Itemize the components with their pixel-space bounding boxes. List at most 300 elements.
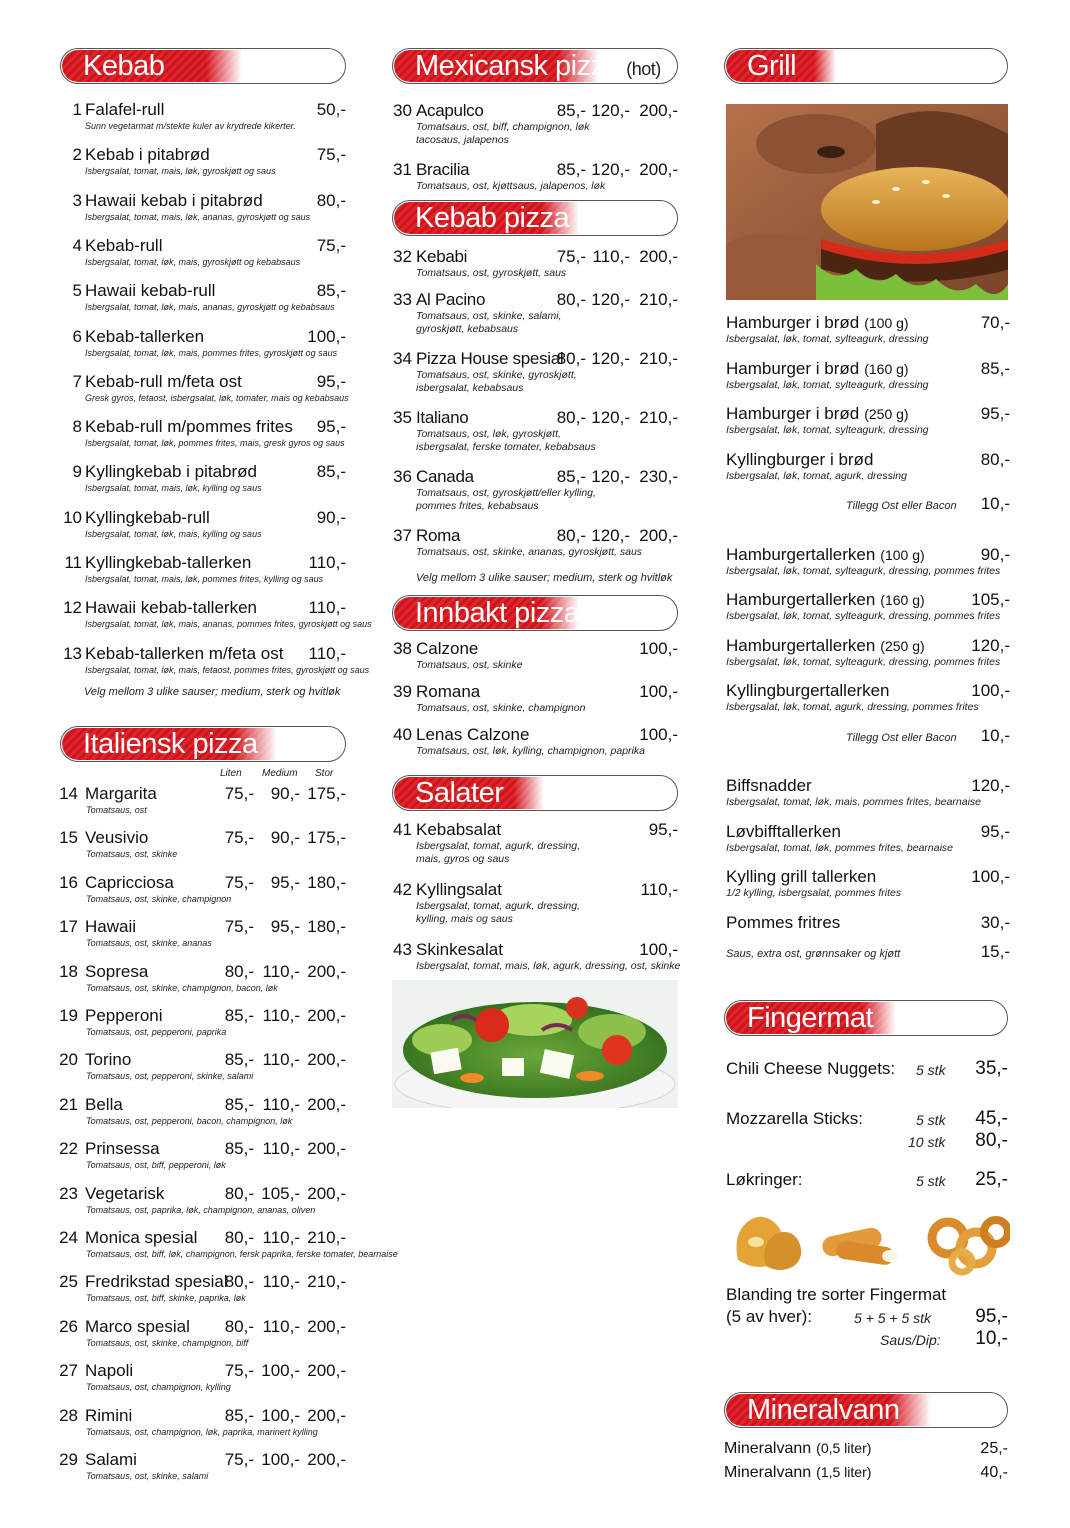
- item-description: Isbergsalat, tomat, mais, løk, ananas, gyroskjøtt og saus: [85, 211, 311, 222]
- price-liten: 75,-: [224, 872, 254, 892]
- item-description: Tomatsaus, ost, champignon, kylling: [86, 1382, 231, 1393]
- item-number: 29: [59, 1450, 78, 1469]
- item-description: Isbergsalat, tomat, løk, mais, kylling og saus: [85, 528, 262, 539]
- item-price: 85,-: [316, 281, 346, 301]
- price-stor: 200,-: [307, 1094, 346, 1114]
- price-liten: 75,-: [224, 784, 254, 803]
- item-description: Tomatsaus, ost, gyroskjøtt, saus: [416, 267, 567, 279]
- item-description-2: gyroskjøtt, kebabsaus: [416, 323, 519, 335]
- item-number: 28: [59, 1405, 78, 1425]
- burger-image: [726, 104, 1008, 300]
- item-description-2: mais, gyros og saus: [416, 853, 510, 865]
- item-size: (100 g): [880, 547, 925, 563]
- price-stor: 200,-: [639, 160, 678, 179]
- item-price: 95,-: [980, 404, 1010, 423]
- item-name: Al Pacino: [416, 290, 486, 309]
- item-description: Isbergsalat, tomat, agurk, dressing,: [416, 840, 580, 852]
- item-description-2: kylling, mais og saus: [416, 913, 513, 925]
- item-number: 18: [59, 961, 78, 981]
- item-name: Kebab-tallerken m/feta ost: [85, 643, 284, 663]
- item-number: 12: [63, 598, 82, 618]
- item-price: 30,-: [980, 913, 1010, 932]
- mozzarella-price-2: 80,-: [975, 1130, 1008, 1151]
- item-description: Isbergsalat, tomat, mais, løk, agurk, dressing, ost, skinke: [416, 960, 681, 972]
- item-number: 2: [72, 145, 82, 165]
- fingermat-header: [724, 1000, 1008, 1036]
- price-medium: 110,-: [262, 1272, 300, 1292]
- mozzarella-qty-2: 10 stk: [908, 1134, 946, 1150]
- item-name: Hamburgertallerken: [726, 545, 876, 564]
- item-size: (250 g): [864, 406, 909, 422]
- item-name: Kyllingkebab i pitabrød: [85, 462, 257, 482]
- item-name: Hawaii kebab i pitabrød: [85, 190, 263, 210]
- item-name: Hawaii kebab-rull: [85, 281, 216, 301]
- item-number: 5: [72, 281, 82, 301]
- price-stor: 210,-: [307, 1228, 346, 1247]
- price-medium: 110,-: [262, 1050, 300, 1070]
- kebabpizza-sauce-note: Velg mellom 3 ulike sauser; medium, sterk og hvitløk: [416, 572, 673, 584]
- item-description: Tomatsaus, ost, løk, kylling, champignon, paprika: [416, 745, 645, 757]
- item-number: 25: [59, 1272, 78, 1292]
- item-description: 1/2 kylling, isbergsalat, pommes frites: [726, 887, 902, 899]
- grill-item: [726, 822, 1010, 841]
- item-description-2: isbergsalat, kebabsaus: [416, 382, 524, 394]
- price-stor: 200,-: [307, 1183, 346, 1203]
- item-name: Fredrikstad spesial: [85, 1272, 228, 1292]
- price-medium: 95,-: [270, 917, 300, 937]
- item-name: Kebabsalat: [416, 820, 502, 839]
- item-description: Tomatsaus, ost, paprika, løk, champignon, ananas, oliven: [86, 1204, 316, 1215]
- grill-item: [726, 450, 1010, 469]
- price-liten: 80,-: [224, 1228, 254, 1247]
- item-number: 24: [59, 1228, 78, 1247]
- item-size: (100 g): [864, 315, 909, 331]
- price-stor: 210,-: [307, 1272, 346, 1292]
- price-liten: 75,-: [224, 917, 254, 937]
- item-description: Isbergsalat, løk, tomat, sylteagurk, dressing, pommes frites: [726, 610, 1001, 622]
- item-name: Kyllingsalat: [416, 880, 502, 899]
- item-name: Bella: [85, 1094, 123, 1114]
- item-description-2: tacosaus, jalapenos: [416, 134, 509, 146]
- item-number: 31: [393, 160, 412, 179]
- price-liten: 75,-: [224, 1361, 254, 1381]
- price-liten: 75,-: [556, 247, 586, 266]
- price-medium: 90,-: [270, 784, 300, 803]
- item-description: Tomatsaus, ost, skinke, champignon: [416, 702, 586, 714]
- price-liten: 85,-: [224, 1050, 254, 1070]
- item-number: 32: [393, 247, 412, 266]
- tillegg-1-label: Tillegg Ost eller Bacon: [846, 500, 957, 512]
- item-name: Mineralvann: [724, 1464, 812, 1481]
- item-name: Romana: [416, 682, 481, 701]
- item-description: Tomatsaus, ost, skinke, champignon: [86, 893, 232, 904]
- item-number: 20: [59, 1050, 78, 1070]
- grill-item: [726, 867, 1010, 886]
- price-stor: 200,-: [639, 526, 678, 545]
- item-number: 37: [393, 526, 412, 545]
- item-description: Isbergsalat, tomat, løk, mais, pommes frites, bearnaise: [726, 796, 982, 808]
- item-description: Isbergsalat, tomat, løk, pommes frites, bearnaise: [726, 842, 954, 854]
- item-description: Tomatsaus, ost, løk, gyroskjøtt,: [416, 428, 561, 440]
- item-number: 40: [393, 725, 412, 744]
- item-name: Hamburgertallerken: [726, 636, 876, 655]
- fingermat-title: Fingermat: [747, 1002, 874, 1034]
- item-name: Hawaii kebab-tallerken: [85, 598, 257, 618]
- item-number: 27: [59, 1361, 78, 1381]
- item-price: 50,-: [316, 100, 346, 119]
- size-stor: Stor: [315, 768, 334, 779]
- item-name: Biffsnadder: [726, 776, 812, 795]
- item-name: Calzone: [416, 639, 479, 658]
- item-description: Sunn vegetarmat m/stekte kuler av krydrede kikerter.: [85, 121, 296, 131]
- price-medium: 110,-: [262, 1006, 300, 1025]
- grill-title: Grill: [747, 50, 797, 82]
- item-name: Monica spesial: [85, 1228, 198, 1247]
- price-medium: 110,-: [262, 1139, 300, 1159]
- item-number: 4: [72, 235, 82, 255]
- price-stor: 200,-: [307, 1139, 346, 1159]
- price-liten: 75,-: [224, 828, 254, 848]
- item-description: Isbergsalat, tomat, løk, mais, gyroskjøtt og kebabsaus: [85, 256, 301, 267]
- item-number: 3: [72, 190, 82, 210]
- item-description: Isbergsalat, tomat, løk, pommes frites, mais, gresk gyros og saus: [85, 438, 345, 449]
- size-medium: Medium: [262, 768, 298, 779]
- item-price: 70,-: [980, 313, 1010, 332]
- item-number: 16: [59, 872, 78, 892]
- price-liten: 80,-: [224, 1183, 254, 1203]
- mineral-item: [724, 1439, 1008, 1458]
- grill-item: [726, 545, 1010, 564]
- price-liten: 85,-: [224, 1405, 254, 1425]
- price-medium: 120,-: [591, 526, 630, 545]
- item-name: Kyllingkebab-tallerken: [85, 553, 252, 572]
- item-description: Isbergsalat, løk, tomat, sylteagurk, dressing: [726, 424, 929, 436]
- item-size: (1,5 liter): [816, 1464, 872, 1480]
- item-description: Isbergsalat, tomat, agurk, dressing,: [416, 900, 580, 912]
- item-description: Tomatsaus, ost, gyroskjøtt/eller kylling,: [416, 487, 596, 499]
- item-description: Isbergsalat, tomat, løk, mais, fetaost, pommes frites, gyroskjøtt og saus: [85, 664, 370, 675]
- item-description: Tomatsaus, ost, skinke: [86, 849, 178, 860]
- item-name: Marco spesial: [85, 1316, 190, 1336]
- item-description: Tomatsaus, ost, pepperoni, paprika: [86, 1027, 227, 1037]
- item-name: Løvbifftallerken: [726, 822, 841, 841]
- price-stor: 200,-: [307, 1316, 346, 1336]
- item-name: Margarita: [85, 784, 157, 803]
- price-liten: 85,-: [556, 467, 586, 486]
- mozzarella-price-1: 45,-: [975, 1108, 1008, 1129]
- tillegg-1-price: 10,-: [980, 494, 1010, 513]
- mineral-item: [724, 1463, 1008, 1482]
- item-name: Prinsessa: [85, 1139, 160, 1159]
- price-stor: 200,-: [639, 101, 678, 120]
- item-name: Hamburger i brød: [726, 359, 860, 378]
- item-name: Sopresa: [85, 961, 149, 981]
- item-name: Canada: [416, 467, 474, 486]
- item-price: 110,-: [308, 643, 346, 663]
- item-number: 34: [393, 349, 412, 368]
- item-price: 95,-: [316, 371, 346, 391]
- grill-item: [726, 590, 1010, 609]
- item-number: 30: [393, 101, 412, 120]
- item-description: Gresk gyros, fetaost, isbergsalat, løk, tomater, mais og kebabsaus: [85, 392, 349, 403]
- lokringer-name: Løkringer:: [726, 1170, 803, 1189]
- price-liten: 85,-: [224, 1139, 254, 1159]
- item-name: Roma: [416, 526, 461, 545]
- price-stor: 200,-: [307, 1006, 346, 1025]
- grill-item: [726, 776, 1010, 795]
- item-name: Kylling grill tallerken: [726, 867, 877, 886]
- price-liten: 85,-: [556, 101, 586, 120]
- item-name: Kyllingburgertallerken: [726, 681, 890, 700]
- item-description: Tomatsaus, ost, biff, skinke, paprika, løk: [86, 1293, 246, 1304]
- price-stor: 210,-: [639, 408, 678, 427]
- item-price: 90,-: [980, 545, 1010, 564]
- item-description: Tomatsaus, ost, biff, champignon, løk: [416, 121, 590, 133]
- item-description-2: pommes frites, kebabsaus: [416, 500, 539, 512]
- grill-header: [724, 48, 1008, 84]
- nuggets-qty: 5 stk: [916, 1062, 946, 1078]
- price-stor: 200,-: [307, 961, 346, 981]
- item-name: Torino: [85, 1050, 132, 1070]
- item-price: 100,-: [307, 326, 346, 346]
- item-number: 38: [393, 639, 412, 658]
- hot-tag: (hot): [626, 59, 661, 79]
- item-price: 85,-: [980, 359, 1010, 378]
- item-price: 100,-: [639, 639, 678, 658]
- tillegg-2-label: Tillegg Ost eller Bacon: [846, 732, 957, 744]
- price-stor: 210,-: [639, 290, 678, 309]
- price-liten: 80,-: [224, 1316, 254, 1336]
- item-price: 25,-: [980, 1440, 1008, 1457]
- saus-label: Saus, extra ost, grønnsaker og kjøtt: [726, 948, 901, 960]
- item-description: Isbergsalat, tomat, løk, mais, ananas, pommes frites, gyroskjøtt og saus: [85, 619, 372, 630]
- burger-photo: [726, 104, 1008, 300]
- item-name: Lenas Calzone: [416, 725, 530, 744]
- item-price: 100,-: [639, 725, 678, 744]
- grill-item: [726, 913, 1010, 932]
- item-description: Tomatsaus, ost, skinke, salami,: [416, 310, 562, 322]
- item-name: Napoli: [85, 1361, 134, 1381]
- item-name: Italiano: [416, 408, 469, 427]
- item-name: Kebab-tallerken: [85, 326, 205, 346]
- item-number: 8: [72, 417, 82, 437]
- item-price: 100,-: [971, 681, 1010, 700]
- price-stor: 230,-: [639, 467, 678, 486]
- price-liten: 85,-: [224, 1094, 254, 1114]
- price-stor: 175,-: [307, 828, 346, 848]
- item-name: Mineralvann: [724, 1440, 812, 1457]
- price-stor: 210,-: [639, 349, 678, 368]
- price-medium: 95,-: [270, 872, 300, 892]
- item-name: Acapulco: [416, 101, 484, 120]
- size-liten: Liten: [220, 768, 242, 779]
- lokringer-price: 25,-: [975, 1169, 1008, 1190]
- item-name: Kebab-rull m/feta ost: [85, 371, 242, 391]
- lokringer-qty: 5 stk: [916, 1173, 946, 1189]
- saus-price: 15,-: [980, 942, 1010, 961]
- salater-title: Salater: [415, 777, 504, 809]
- item-number: 41: [393, 820, 412, 839]
- price-liten: 85,-: [556, 160, 586, 179]
- item-number: 22: [59, 1139, 78, 1159]
- item-description: Isbergsalat, løk, tomat, sylteagurk, dressing: [726, 379, 929, 391]
- item-name: Kebabi: [416, 247, 468, 266]
- price-liten: 80,-: [556, 349, 586, 368]
- price-stor: 180,-: [307, 917, 346, 937]
- item-description: Isbergsalat, løk, tomat, sylteagurk, dressing, pommes frites: [726, 656, 1001, 668]
- item-description: Tomatsaus, ost: [86, 805, 147, 815]
- item-description: Tomatsaus, ost, skinke, gyroskjøtt,: [416, 369, 577, 381]
- price-stor: 200,-: [307, 1405, 346, 1425]
- item-price: 110,-: [308, 598, 346, 618]
- item-price: 95,-: [316, 417, 346, 437]
- price-medium: 90,-: [270, 828, 300, 848]
- blanding-qty: 5 + 5 + 5 stk: [854, 1310, 932, 1326]
- mozzarella-qty-1: 5 stk: [916, 1112, 946, 1128]
- item-description: Tomatsaus, ost, biff, løk, champignon, fersk paprika, ferske tomater, bearnaise: [86, 1249, 398, 1259]
- grill-item: [726, 681, 1010, 700]
- item-description: Isbergsalat, tomat, mais, løk, gyroskjøtt og saus: [85, 166, 276, 177]
- price-medium: 110,-: [262, 1094, 300, 1114]
- item-name: Hamburger i brød: [726, 404, 860, 423]
- item-description: Isbergsalat, tomat, løk, mais, pommes frites, gyroskjøtt og saus: [85, 347, 338, 358]
- item-description: Tomatsaus, ost, kjøttsaus, jalapenos, løk: [416, 180, 606, 192]
- item-name: Hamburgertallerken: [726, 590, 876, 609]
- price-liten: 80,-: [224, 1272, 254, 1292]
- item-price: 110,-: [640, 880, 678, 899]
- price-stor: 200,-: [639, 247, 678, 266]
- tillegg-2-price: 10,-: [980, 726, 1010, 745]
- item-description: Tomatsaus, ost, pepperoni, skinke, salami: [86, 1071, 254, 1082]
- item-name: Pizza House spesial: [416, 349, 564, 368]
- nuggets-name: Chili Cheese Nuggets:: [726, 1059, 896, 1078]
- blanding-dip-price: 10,-: [975, 1328, 1008, 1349]
- item-price: 75,-: [316, 235, 346, 255]
- item-number: 10: [63, 507, 82, 527]
- item-name: Pepperoni: [85, 1006, 163, 1025]
- blanding-line-1: Blanding tre sorter Fingermat: [726, 1285, 947, 1304]
- item-price: 120,-: [971, 636, 1010, 655]
- price-medium: 105,-: [261, 1183, 300, 1203]
- price-liten: 75,-: [224, 1450, 254, 1469]
- grill-item: [726, 313, 1010, 332]
- item-name: Rimini: [85, 1405, 133, 1425]
- item-description: Tomatsaus, ost, skinke: [416, 659, 523, 671]
- item-price: 100,-: [971, 867, 1010, 886]
- fingermat-photo: [726, 1208, 1010, 1276]
- price-medium: 110,-: [592, 247, 630, 266]
- item-price: 105,-: [971, 590, 1010, 609]
- item-number: 42: [393, 880, 412, 899]
- item-name: Falafel-rull: [85, 100, 165, 119]
- price-liten: 80,-: [556, 526, 586, 545]
- item-number: 23: [59, 1183, 78, 1203]
- item-price: 110,-: [308, 553, 346, 572]
- price-medium: 120,-: [591, 467, 630, 486]
- price-medium: 110,-: [262, 1228, 300, 1247]
- item-name: Kyllingburger i brød: [726, 450, 874, 469]
- item-size: (250 g): [880, 638, 925, 654]
- item-description: Isbergsalat, tomat, løk, mais, ananas, gyroskjøtt og kebabsaus: [85, 302, 335, 313]
- kebabpizza-title: Kebab pizza: [415, 202, 570, 234]
- item-number: 13: [63, 643, 82, 663]
- item-description: Tomatsaus, ost, skinke, ananas, gyroskjøtt, saus: [416, 546, 643, 558]
- item-price: 120,-: [971, 776, 1010, 795]
- price-medium: 100,-: [261, 1405, 300, 1425]
- item-number: 43: [393, 940, 412, 959]
- item-number: 14: [59, 784, 78, 803]
- item-size: (160 g): [864, 361, 909, 377]
- price-stor: 200,-: [307, 1050, 346, 1070]
- item-number: 26: [59, 1316, 78, 1336]
- item-name: Vegetarisk: [85, 1183, 165, 1203]
- item-description: Isbergsalat, løk, tomat, sylteagurk, dressing, pommes frites: [726, 565, 1001, 577]
- mineralvann-title: Mineralvann: [747, 1394, 900, 1426]
- price-medium: 120,-: [591, 290, 630, 309]
- grill-item: [726, 359, 1010, 378]
- item-size: (0,5 liter): [816, 1440, 872, 1456]
- item-name: Pommes fritres: [726, 913, 841, 932]
- item-description: Tomatsaus, ost, biff, pepperoni, løk: [86, 1160, 226, 1171]
- item-name: Kebab i pitabrød: [85, 145, 210, 165]
- item-name: Salami: [85, 1450, 137, 1469]
- nuggets-price: 35,-: [975, 1058, 1008, 1079]
- item-number: 15: [59, 828, 78, 848]
- item-number: 17: [59, 917, 78, 937]
- kebab-title: Kebab: [83, 50, 165, 82]
- price-medium: 100,-: [261, 1450, 300, 1469]
- kebab-sauce-note: Velg mellom 3 ulike sauser; medium, sterk og hvitløk: [84, 686, 341, 698]
- italiensk-title: Italiensk pizza: [83, 728, 258, 760]
- item-price: 85,-: [316, 462, 346, 482]
- item-description: Isbergsalat, tomat, mais, løk, pommes frites, kylling og saus: [85, 574, 324, 584]
- item-number: 35: [393, 408, 412, 427]
- fingermat-image: [726, 1208, 1010, 1276]
- item-description: Isbergsalat, løk, tomat, agurk, dressing: [726, 470, 907, 482]
- item-description: Tomatsaus, ost, skinke, ananas: [86, 938, 212, 949]
- item-number: 19: [59, 1006, 78, 1025]
- price-liten: 80,-: [224, 961, 254, 981]
- item-name: Capricciosa: [85, 872, 174, 892]
- item-number: 1: [72, 100, 82, 119]
- item-number: 7: [72, 371, 82, 391]
- mexicansk-title: Mexicansk pizza: [415, 50, 621, 82]
- price-medium: 100,-: [261, 1361, 300, 1381]
- item-number: 11: [64, 553, 82, 572]
- item-number: 21: [59, 1094, 78, 1114]
- item-description: Tomatsaus, ost, skinke, salami: [86, 1471, 209, 1481]
- innbakt-title: Innbakt pizza: [415, 597, 580, 629]
- item-price: 75,-: [316, 145, 346, 165]
- mozzarella-name: Mozzarella Sticks:: [726, 1109, 863, 1128]
- price-medium: 120,-: [591, 349, 630, 368]
- blanding-price: 95,-: [975, 1306, 1008, 1327]
- item-name: Hawaii: [85, 917, 137, 937]
- price-stor: 180,-: [307, 872, 346, 892]
- item-description: Isbergsalat, tomat, mais, løk, kylling og saus: [85, 483, 262, 494]
- item-price: 95,-: [648, 820, 678, 839]
- item-price: 80,-: [316, 190, 346, 210]
- item-price: 80,-: [980, 450, 1010, 469]
- item-number: 9: [72, 462, 82, 482]
- price-liten: 80,-: [556, 290, 586, 309]
- item-description: Isbergsalat, løk, tomat, sylteagurk, dressing: [726, 333, 929, 345]
- item-number: 36: [393, 467, 412, 486]
- item-name: Veusivio: [85, 828, 149, 848]
- item-description: Tomatsaus, ost, champignon, løk, paprika, marinert kylling: [86, 1426, 318, 1437]
- item-name: Bracilia: [416, 160, 470, 179]
- item-price: 40,-: [980, 1464, 1008, 1481]
